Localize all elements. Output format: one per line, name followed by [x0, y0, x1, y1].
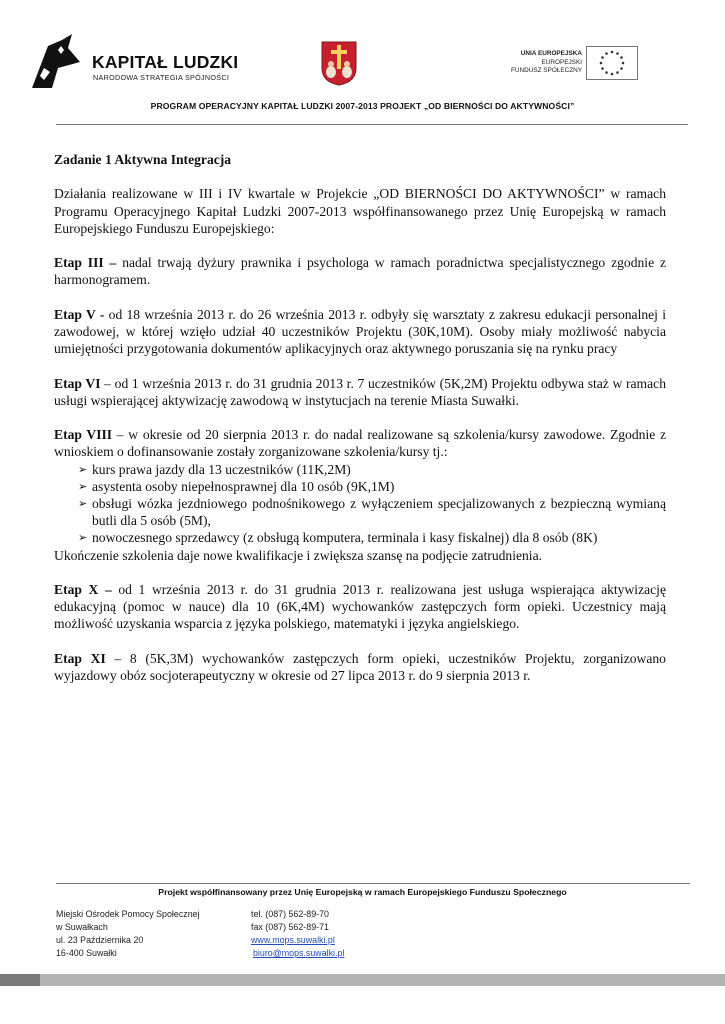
address-line: ul. 23 Października 20: [56, 935, 144, 946]
header-divider: [56, 124, 688, 125]
etap-8-course-list: [54, 461, 666, 547]
etap-5-text: od 18 września 2013 r. do 26 września 2013 r. odbyły się warsztaty z zakresu edukacji personalnej i zawodowej, w której wzięło udział 40 uczestników Projektu (30K,10M). Osoby miały możliwość nabycia umiejętności przygotowania dokumentów aplikacyjnych oraz aktywnego poruszania się na rynku pracy: [54, 306, 667, 357]
kapital-ludzki-logo-icon: [28, 32, 86, 90]
footer-divider: [56, 883, 690, 884]
etap-8-text: – w okresie od 20 sierpnia 2013 r. do nadal realizowane są szkolenia/kursy zawodowe. Zgodnie z wnioskiem o dofinansowanie zostały zorganizowane szkolenia/kursy tj.:: [54, 427, 666, 460]
kapital-ludzki-subtitle: NARODOWA STRATEGIA SPÓJNOŚCI: [93, 73, 230, 82]
address-line: Miejski Ośrodek Pomocy Społecznej: [56, 909, 200, 919]
etap-6-label: Etap VI: [54, 375, 101, 391]
suwalki-coat-of-arms-icon: [320, 40, 358, 86]
etap-6-paragraph: [54, 375, 666, 409]
eu-name: UNIA EUROPEJSKA: [520, 50, 582, 57]
intro-paragraph: Działania realizowane w III i IV kwartale w Projekcie „OD BIERNOŚCI DO AKTYWNOŚCI” w ramach Programu Operacyjnego Kapitał Ludzki 2007-2013 współfinansowanego przez Unię Europejską w ramach Europejskiego Funduszu Europejskiego:: [54, 186, 666, 236]
list-item: ➢ nowoczesnego sprzedawcy (z obsługą komputera, terminala i kasy fiskalnej) dla 8 osób (8K): [78, 530, 598, 546]
footer-contact: [251, 908, 344, 960]
etap-11-paragraph: [54, 650, 666, 684]
etap-8-conclusion: Ukończenie szkolenia daje nowe kwalifikacje i zwiększa szansę na podjęcie zatrudnienia.: [54, 547, 543, 563]
eu-text-block: [478, 50, 582, 76]
etap-10-paragraph: [54, 581, 666, 633]
list-item: ➢ obsługi wózka jezdniowego podnośnikowego z wyłączeniem specjalizowanych z bezpieczną wymianą butli dla 5 osób (5M),: [78, 495, 666, 529]
phone-number: tel. (087) 562-89-70: [251, 909, 329, 919]
footer-bar-accent: [0, 974, 40, 986]
address-line: 16-400 Suwałki: [56, 948, 117, 959]
kapital-ludzki-title: KAPITAŁ LUDZKI: [92, 52, 239, 72]
arrow-bullet-icon: ➢: [78, 531, 88, 545]
footer-bar: [0, 974, 725, 986]
etap-3-paragraph: [54, 254, 666, 288]
email-link[interactable]: biuro@mops.suwalki.pl: [253, 948, 345, 959]
etap-3-label: Etap III –: [54, 255, 117, 271]
etap-11-label: Etap XI: [54, 650, 106, 666]
document-body: [54, 151, 666, 684]
program-title: PROGRAM OPERACYJNY KAPITAŁ LUDZKI 2007-2013 PROJEKT „OD BIERNOŚCI DO AKTYWNOŚCI”: [150, 101, 575, 111]
etap-5-label: Etap V -: [54, 306, 109, 322]
document-heading: Zadanie 1 Aktywna Integracja: [54, 152, 232, 167]
etap-6-text: – od 1 września 2013 r. do 31 grudnia 2013 r. 7 uczestników (5K,2M) Projektu odbywa staż w ramach usługi wspierającej aktywizację zawodową w instytucjach na terenie Miasta Suwałki.: [54, 375, 666, 408]
website-link[interactable]: www.mops.suwalki.pl: [251, 935, 335, 946]
fax-number: fax (087) 562-89-71: [251, 922, 329, 933]
arrow-bullet-icon: ➢: [78, 479, 88, 493]
efs-line2: FUNDUSZ SPOŁECZNY: [510, 67, 582, 75]
address-line: w Suwałkach: [56, 922, 108, 933]
etap-8-label: Etap VIII: [54, 427, 113, 443]
arrow-bullet-icon: ➢: [78, 496, 88, 510]
etap-5-paragraph: [54, 306, 666, 358]
list-item: ➢ kurs prawa jazdy dla 13 uczestników (11K,2M): [78, 461, 351, 477]
etap-11-text: – 8 (5K,3M) wychowanków zastępczych form opieki, uczestników Projektu, zorganizowano wyjazdowy obóz socjoterapeutyczny w okresie od 27 lipca 2013 r. do 9 sierpnia 2013 r.: [54, 650, 666, 683]
efs-line1: EUROPEJSKI: [541, 58, 582, 66]
arrow-bullet-icon: ➢: [78, 462, 88, 476]
etap-3-text: nadal trwają dyżury prawnika i psychologa w ramach poradnictwa specjalistycznego zgodnie z harmonogramem.: [54, 255, 667, 288]
eu-flag-icon: [586, 46, 638, 80]
footer-address: [56, 908, 200, 960]
list-item: ➢ asystenta osoby niepełnosprawnej dla 10 osób (9K,1M): [78, 478, 395, 494]
etap-10-label: Etap X –: [54, 581, 112, 597]
etap-10-text: od 1 września 2013 r. do 31 grudnia 2013 r. realizowana jest usługa wspierająca aktywizację edukacyjną (pomoc w nauce) dla 10 (6K,4M) wychowanków zastępczych form opieki. Uczestnicy mają możliwość uzyskania wsparcia z języka polskiego, matematyki i języka angielskiego.: [54, 581, 666, 632]
etap-8-paragraph: [54, 426, 666, 460]
cofinancing-note: Projekt współfinansowany przez Unię Europejską w ramach Europejskiego Funduszu Społecznego: [158, 887, 567, 897]
